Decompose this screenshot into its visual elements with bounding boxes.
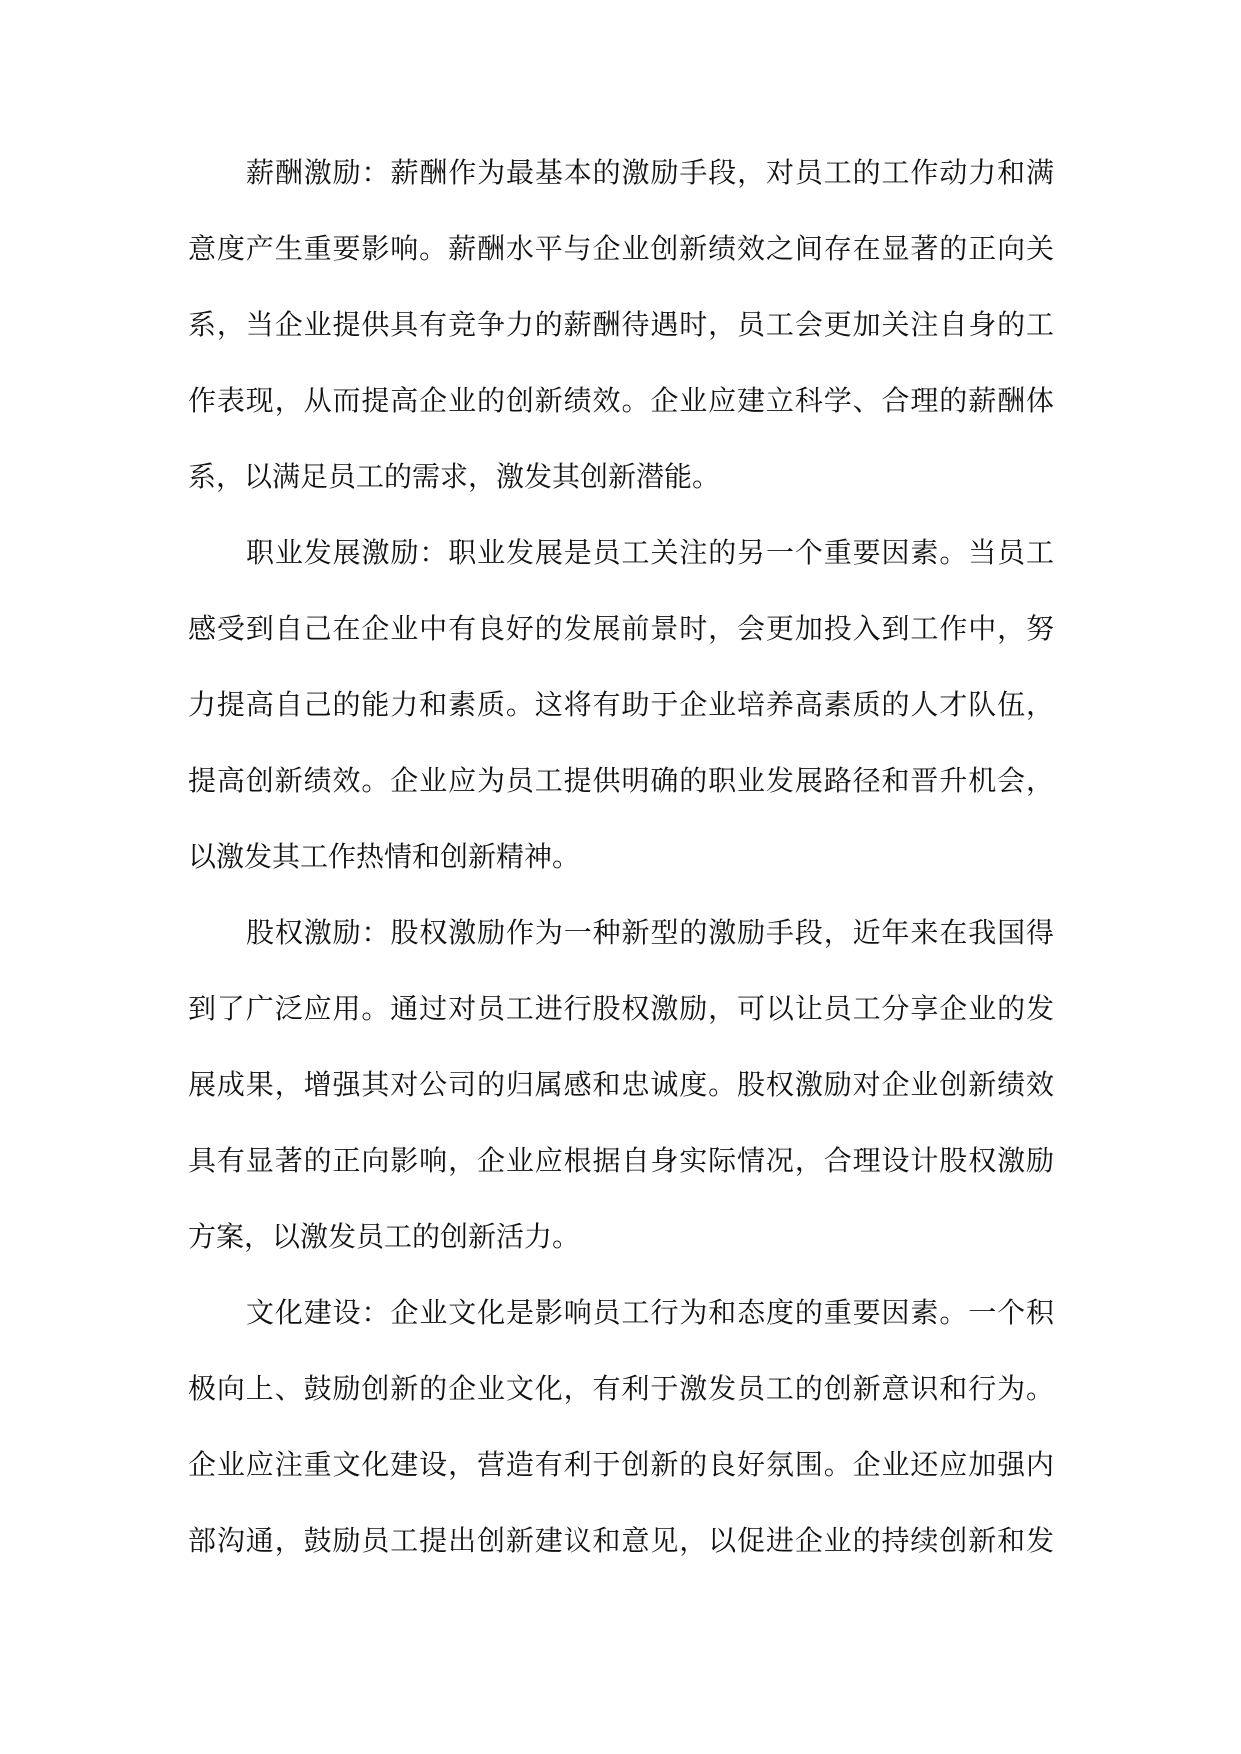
- text-line: 部沟通，鼓励员工提出创新建议和意见，以促进企业的持续创新和发: [188, 1524, 1054, 1557]
- text-line: 感受到自己在企业中有良好的发展前景时，会更加投入到工作中，努: [188, 612, 1054, 645]
- text-line: 系，当企业提供具有竞争力的薪酬待遇时，员工会更加关注自身的工: [188, 308, 1054, 341]
- paragraph-career-incentive: [188, 515, 1054, 895]
- text-line: 系，以满足员工的需求，激发其创新潜能。: [188, 460, 721, 493]
- text-line: 企业应注重文化建设，营造有利于创新的良好氛围。企业还应加强内: [188, 1448, 1054, 1481]
- text-line: 作表现，从而提高企业的创新绩效。企业应建立科学、合理的薪酬体: [188, 384, 1054, 417]
- text-line: 具有显著的正向影响，企业应根据自身实际情况，合理设计股权激励: [188, 1144, 1054, 1177]
- paragraph-culture-building: [188, 1275, 1054, 1579]
- document-body: [188, 135, 1054, 1579]
- text-line: 力提高自己的能力和素质。这将有助于企业培养高素质的人才队伍，: [188, 688, 1054, 721]
- text-line: 以激发其工作热情和创新精神。: [188, 840, 581, 873]
- text-line: 股权激励：股权激励作为一种新型的激励手段，近年来在我国得: [246, 916, 1054, 949]
- text-line: 极向上、鼓励创新的企业文化，有利于激发员工的创新意识和行为。: [188, 1372, 1054, 1405]
- text-line: 提高创新绩效。企业应为员工提供明确的职业发展路径和晋升机会，: [188, 764, 1054, 797]
- text-line: 文化建设：企业文化是影响员工行为和态度的重要因素。一个积: [246, 1296, 1054, 1329]
- paragraph-salary-incentive: [188, 135, 1054, 515]
- text-line: 到了广泛应用。通过对员工进行股权激励，可以让员工分享企业的发: [188, 992, 1054, 1025]
- text-line: 职业发展激励：职业发展是员工关注的另一个重要因素。当员工: [246, 536, 1054, 569]
- text-line: 展成果，增强其对公司的归属感和忠诚度。股权激励对企业创新绩效: [188, 1068, 1054, 1101]
- paragraph-equity-incentive: [188, 895, 1054, 1275]
- text-line: 薪酬激励：薪酬作为最基本的激励手段，对员工的工作动力和满: [246, 156, 1054, 189]
- text-line: 方案，以激发员工的创新活力。: [188, 1220, 581, 1253]
- text-line: 意度产生重要影响。薪酬水平与企业创新绩效之间存在显著的正向关: [188, 232, 1054, 265]
